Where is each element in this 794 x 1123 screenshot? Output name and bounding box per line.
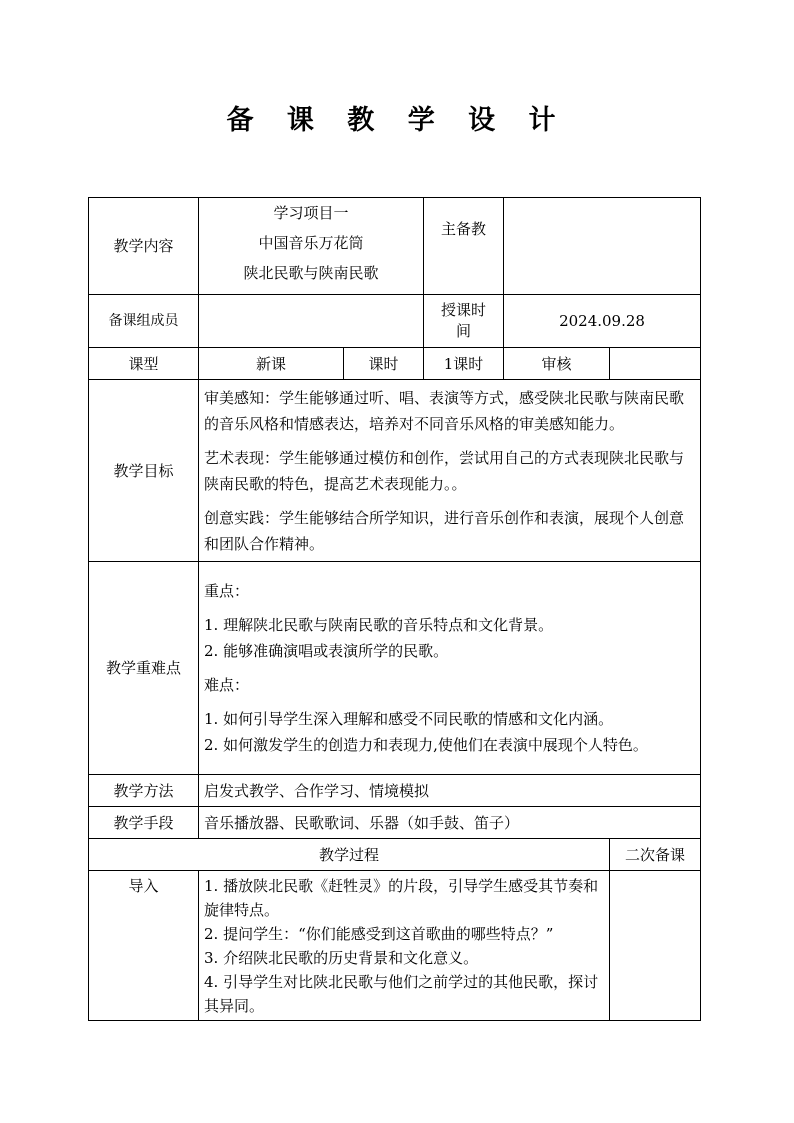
method-value: 启发式教学、合作学习、情境模拟 — [199, 775, 701, 807]
goal-item: 审美感知：学生能够通过听、唱、表演等方式，感受陕北民歌与陕南民歌的音乐风格和情感表达，培养对不同音乐风格的审美感知能力。 — [204, 388, 685, 433]
review-value — [610, 348, 701, 380]
difficulty-title: 难点： — [204, 676, 250, 694]
date-label — [424, 295, 504, 348]
process-label: 教学过程 — [89, 839, 610, 871]
hours-label: 课时 — [344, 348, 424, 380]
row-means — [89, 807, 701, 839]
intro-item: 3. 介绍陕北民歌的历史背景和文化意义。 — [204, 949, 479, 967]
means-value: 音乐播放器、民歌歌词、乐器（如手鼓、笛子） — [199, 807, 701, 839]
content-line: 中国音乐万花筒 — [258, 234, 364, 252]
date-value: 2024.09.28 — [504, 295, 701, 348]
intro-item: 4. 引导学生对比陕北民歌与他们之前学过的其他民歌，探讨其异同。 — [204, 973, 599, 1015]
date-label-line: 间 — [456, 322, 472, 340]
key-item: 2. 能够准确演唱或表演所学的民歌。 — [204, 642, 449, 660]
type-label: 课型 — [89, 348, 199, 380]
members-value — [199, 295, 424, 348]
goal-item: 创意实践：学生能够结合所学知识，进行音乐创作和表演，展现个人创意和团队合作精神。 — [204, 508, 685, 553]
type-value: 新课 — [199, 348, 344, 380]
keypoints-cell — [199, 562, 701, 775]
second-prep-label: 二次备课 — [610, 839, 701, 871]
date-label-line: 授课时 — [441, 301, 487, 319]
difficulty-item: 2. 如何激发学生的创造力和表现力,使他们在表演中展现个人特色。 — [204, 736, 648, 754]
members-label: 备课组成员 — [89, 295, 199, 348]
intro-item: 2. 提问学生：“你们能感受到这首歌曲的哪些特点？” — [204, 925, 554, 943]
row-method — [89, 775, 701, 807]
lead-teacher-label: 主备教 — [424, 198, 504, 295]
row-goals — [89, 380, 701, 562]
content-label: 教学内容 — [89, 198, 199, 295]
intro-label: 导入 — [89, 871, 199, 1021]
intro-second-prep — [610, 871, 701, 1021]
content-line: 陕北民歌与陕南民歌 — [243, 264, 379, 282]
review-label: 审核 — [504, 348, 610, 380]
method-label: 教学方法 — [89, 775, 199, 807]
content-cell — [199, 198, 424, 295]
row-keypoints — [89, 562, 701, 775]
hours-value: 1课时 — [424, 348, 504, 380]
goals-cell — [199, 380, 701, 562]
means-label: 教学手段 — [89, 807, 199, 839]
row-intro — [89, 871, 701, 1021]
document-title: 备 课 教 学 设 计 — [226, 105, 568, 136]
keypoints-label: 教学重难点 — [89, 562, 199, 775]
content-line: 学习项目一 — [273, 204, 349, 222]
lead-teacher-value — [504, 198, 701, 295]
key-item: 1. 理解陕北民歌与陕南民歌的音乐特点和文化背景。 — [204, 616, 554, 634]
difficulty-item: 1. 如何引导学生深入理解和感受不同民歌的情感和文化内涵。 — [204, 710, 614, 728]
lesson-plan-table — [88, 197, 701, 1021]
intro-cell — [199, 871, 610, 1021]
goal-item: 艺术表现：学生能够通过模仿和创作，尝试用自己的方式表现陕北民歌与陕南民歌的特色，提高艺术表现能力。。 — [204, 448, 685, 493]
goals-label: 教学目标 — [89, 380, 199, 562]
key-title: 重点： — [204, 582, 250, 600]
row-type — [89, 348, 701, 380]
row-content — [89, 198, 701, 295]
row-members — [89, 295, 701, 348]
intro-item: 1. 播放陕北民歌《赶牲灵》的片段，引导学生感受其节奏和旋律特点。 — [204, 877, 599, 919]
row-process-header — [89, 839, 701, 871]
